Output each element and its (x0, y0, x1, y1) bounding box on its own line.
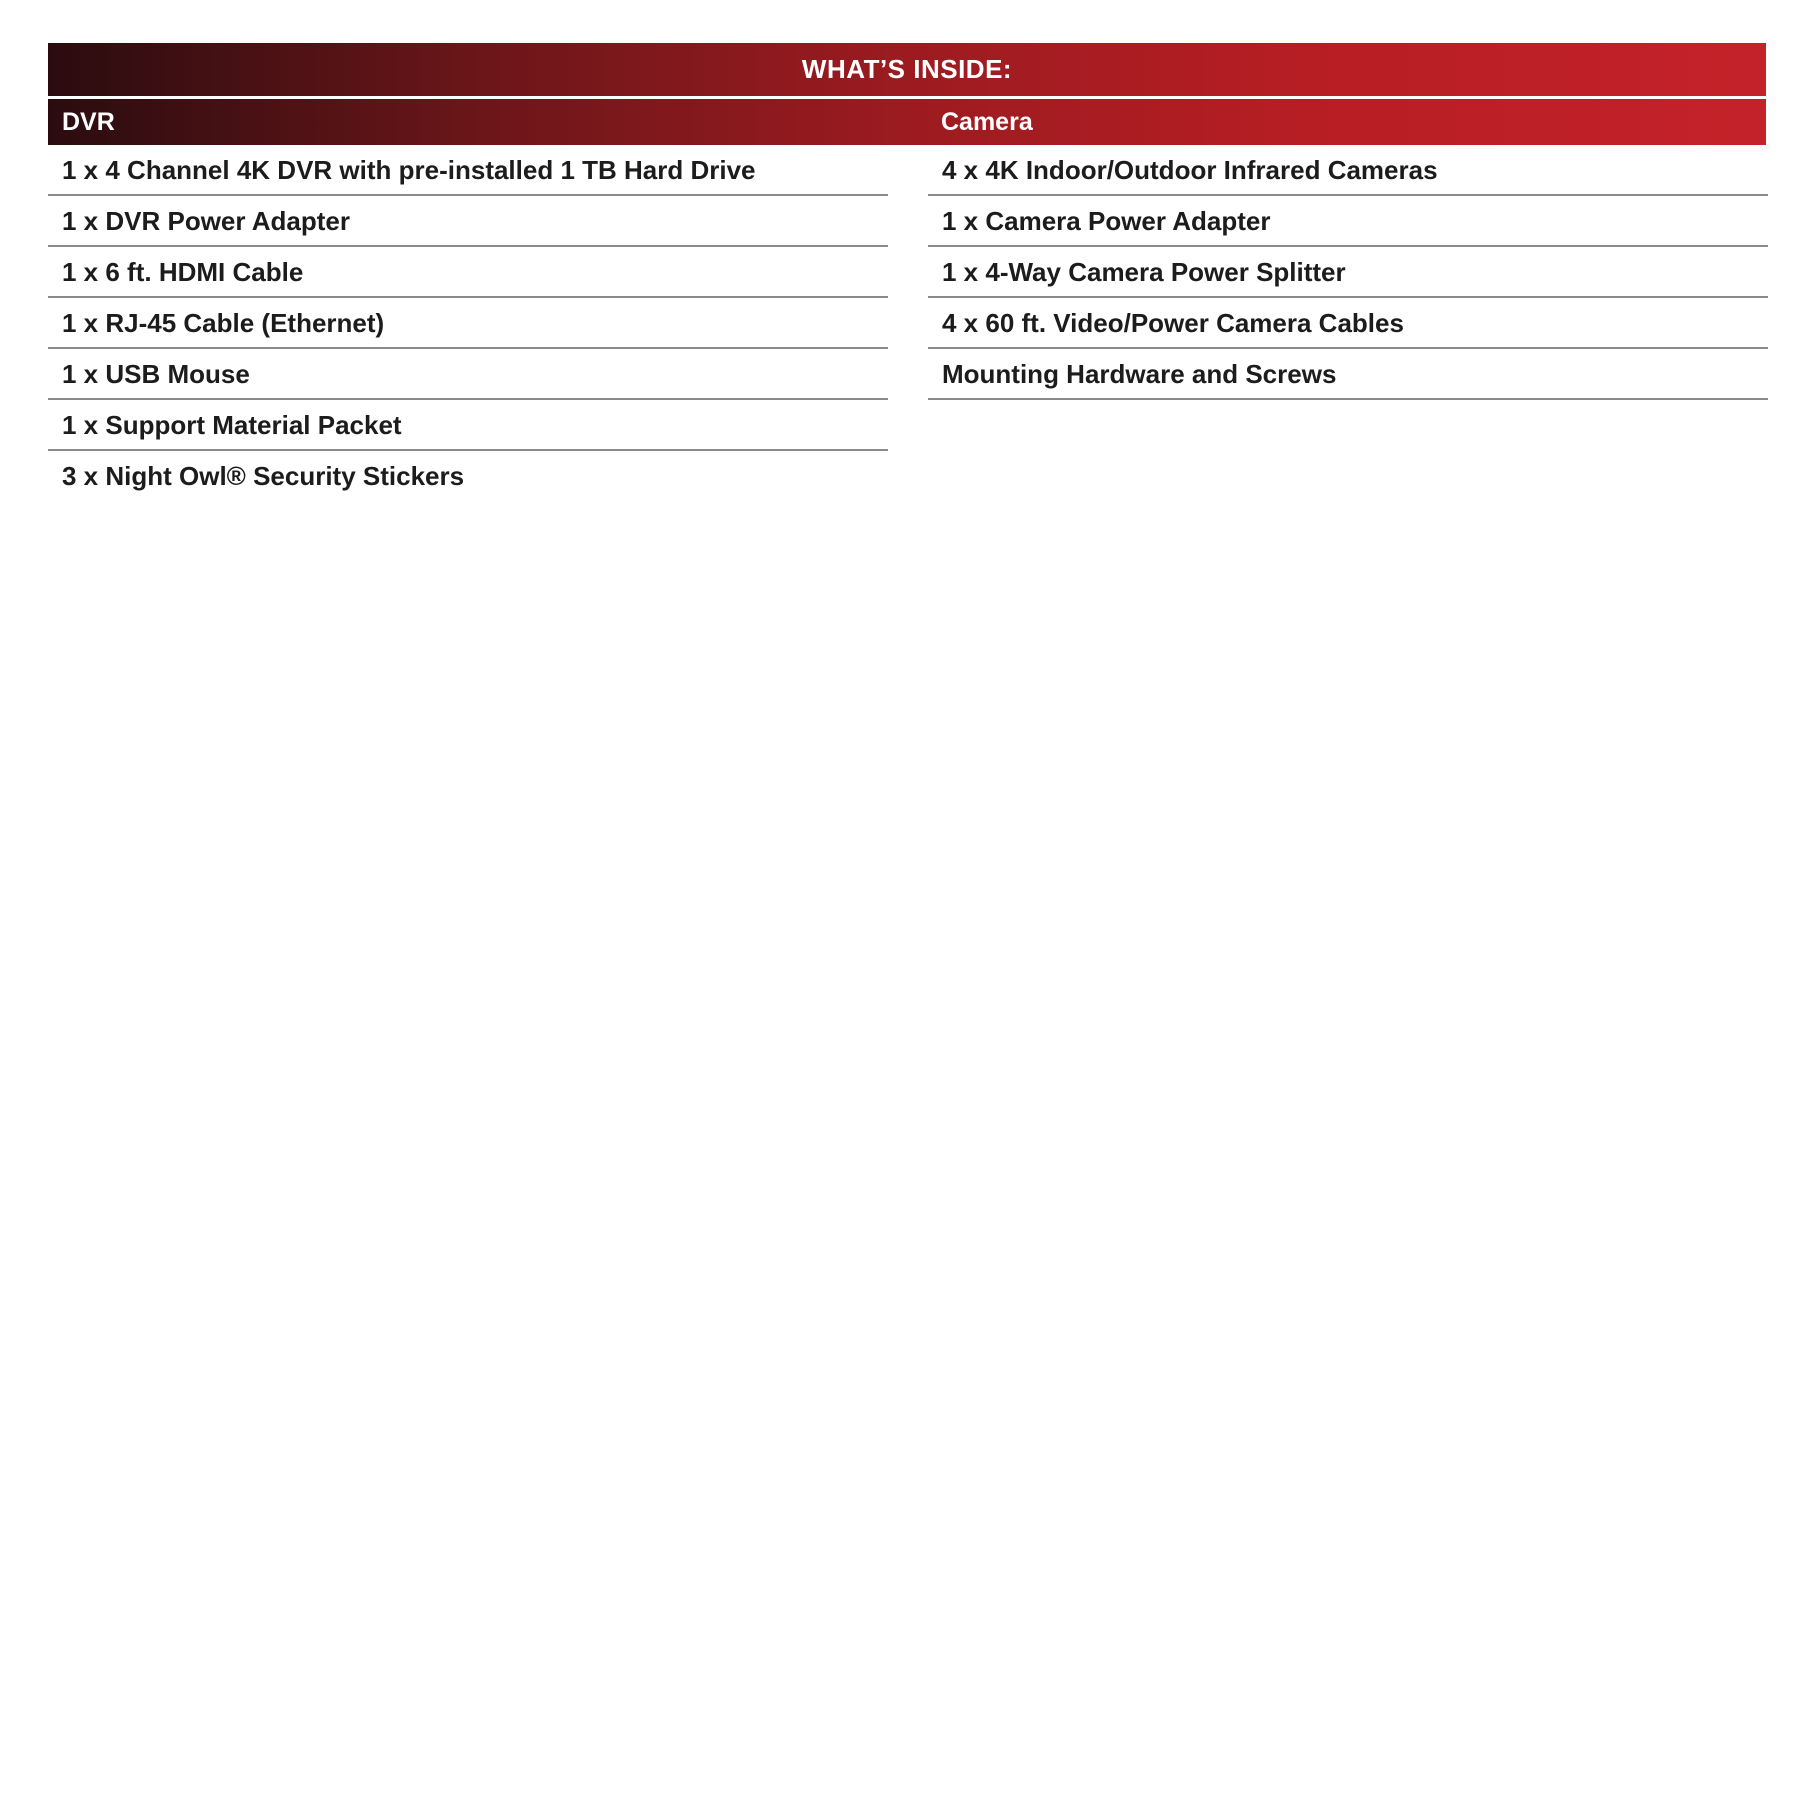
list-item: 1 x Camera Power Adapter (928, 196, 1768, 247)
list-item: Mounting Hardware and Screws (928, 349, 1768, 400)
column-header-bar (48, 99, 1766, 145)
camera-items-list (928, 145, 1768, 400)
list-item: 1 x DVR Power Adapter (48, 196, 888, 247)
list-item: 4 x 4K Indoor/Outdoor Infrared Cameras (928, 145, 1768, 196)
list-item: 4 x 60 ft. Video/Power Camera Cables (928, 298, 1768, 349)
dvr-column-header: DVR (62, 108, 115, 136)
list-item: 1 x 4 Channel 4K DVR with pre-installed 1 TB Hard Drive (48, 145, 888, 196)
list-item: 1 x USB Mouse (48, 349, 888, 400)
list-item: 1 x 6 ft. HDMI Cable (48, 247, 888, 298)
whats-inside-table (48, 43, 1766, 491)
list-item: 3 x Night Owl® Security Stickers (62, 461, 465, 491)
table-title: WHAT’S INSIDE: (48, 43, 1766, 96)
list-item: 1 x 4-Way Camera Power Splitter (928, 247, 1768, 298)
dvr-items-list (48, 145, 888, 502)
list-item: 1 x RJ-45 Cable (Ethernet) (48, 298, 888, 349)
list-item: 1 x Support Material Packet (48, 400, 888, 451)
camera-column-header: Camera (941, 108, 1033, 136)
